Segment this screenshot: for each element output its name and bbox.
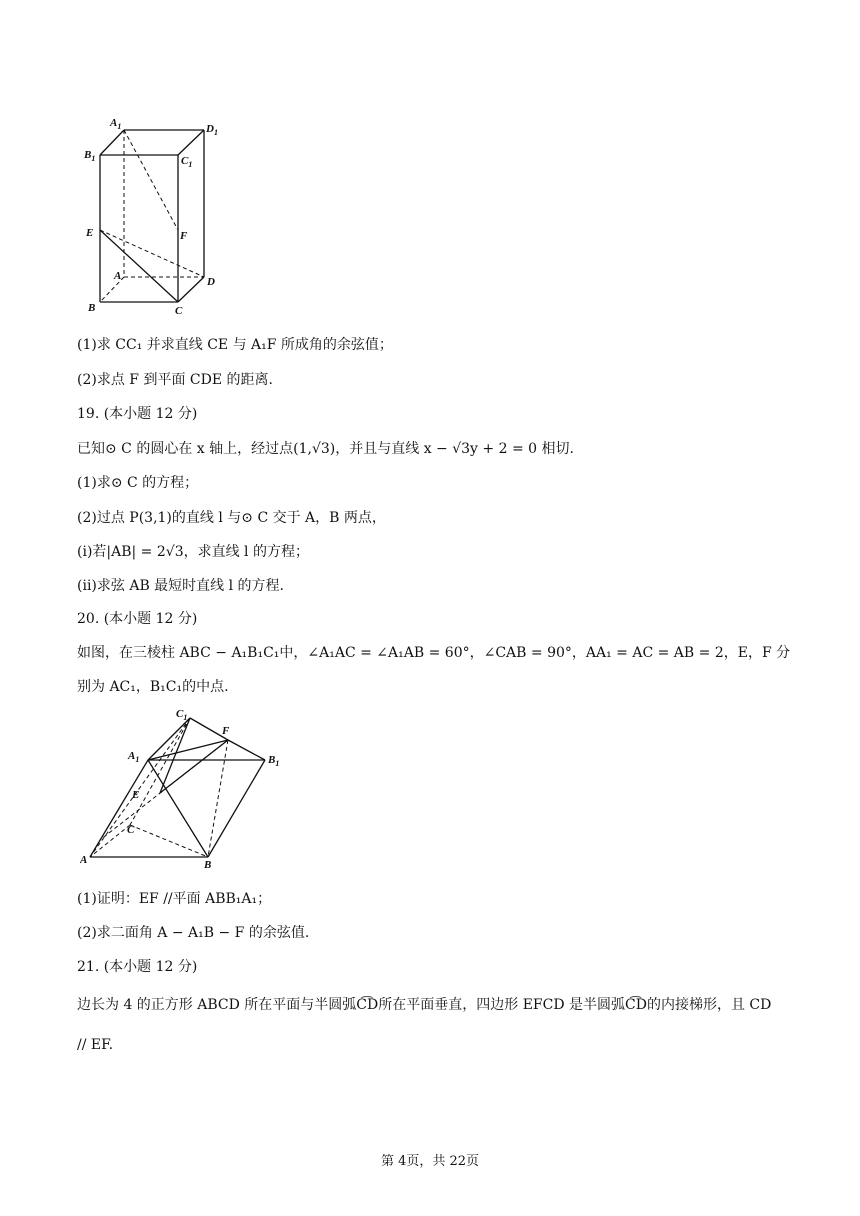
label-c1: $C_1$ xyxy=(176,708,188,722)
label-c1: $C_1$ xyxy=(181,155,193,169)
q19-part2-ii: (ⅱ)求弦 AB 最短时直线 l 的方程. xyxy=(77,578,285,594)
q19-part1: (1)求⊙ C 的方程； xyxy=(77,475,199,491)
label-c: C xyxy=(175,305,183,317)
label-b1: $B_1$ xyxy=(84,149,96,163)
label-e: E xyxy=(86,227,94,239)
q19-stem: 已知⊙ C 的圆心在 x 轴上，经过点(1,√3)，并且与直线 x − √3y + 2 = 0 相切. xyxy=(77,441,574,457)
label-d: D xyxy=(207,276,215,288)
page-footer: 第 4页，共 22页 xyxy=(380,1154,480,1169)
label-f: F xyxy=(180,230,188,242)
label-b1: $B_1$ xyxy=(268,754,280,768)
q20-heading: 20. (本小题 12 分) xyxy=(77,611,198,627)
q19-heading: 19. (本小题 12 分) xyxy=(77,406,198,422)
q19-part2: (2)过点 P(3,1)的直线 l 与⊙ C 交于 A，B 两点， xyxy=(77,510,386,526)
label-b: B xyxy=(204,859,212,871)
q20-part1: (1)证明：EF //平面 ABB₁A₁； xyxy=(77,891,272,907)
q18-part1: (1)求 CC₁ 并求直线 CE 与 A₁F 所成角的余弦值； xyxy=(77,337,393,353)
label-a1: $A_1$ xyxy=(128,750,140,764)
label-a: A xyxy=(114,270,122,282)
q20-stem-line2: 别为 AC₁，B₁C₁的中点. xyxy=(77,679,229,695)
q19-part2-i: (ⅰ)若|AB| = 2√3，求直线 l 的方程； xyxy=(77,544,309,560)
label-b: B xyxy=(88,302,96,314)
triangular-prism-figure xyxy=(80,705,295,875)
label-a: A xyxy=(80,854,88,866)
prism-figure xyxy=(80,112,220,317)
label-f: F xyxy=(222,725,230,737)
q21-stem-line2: // EF. xyxy=(77,1037,114,1053)
q18-part2: (2)求点 F 到平面 CDE 的距离. xyxy=(77,372,273,388)
label-e: E xyxy=(132,789,140,801)
label-c: C xyxy=(127,824,135,836)
q21-stem-line1: 边长为 4 的正方形 ABCD 所在平面与半圆弧C͡D所在平面垂直，四边形 EFCD 是半圆弧C͡D的内接梯形，且 CD xyxy=(77,997,772,1013)
label-a1: $A_1$ xyxy=(110,117,122,131)
label-d1: $D_1$ xyxy=(206,123,218,137)
q20-part2: (2)求二面角 A − A₁B − F 的余弦值. xyxy=(77,925,310,941)
q21-heading: 21. (本小题 12 分) xyxy=(77,959,198,975)
q20-stem-line1: 如图，在三棱柱 ABC − A₁B₁C₁中，∠A₁AC = ∠A₁AB = 60°，∠CAB = 90°，AA₁ = AC = AB = 2，E，F 分 xyxy=(77,645,791,661)
